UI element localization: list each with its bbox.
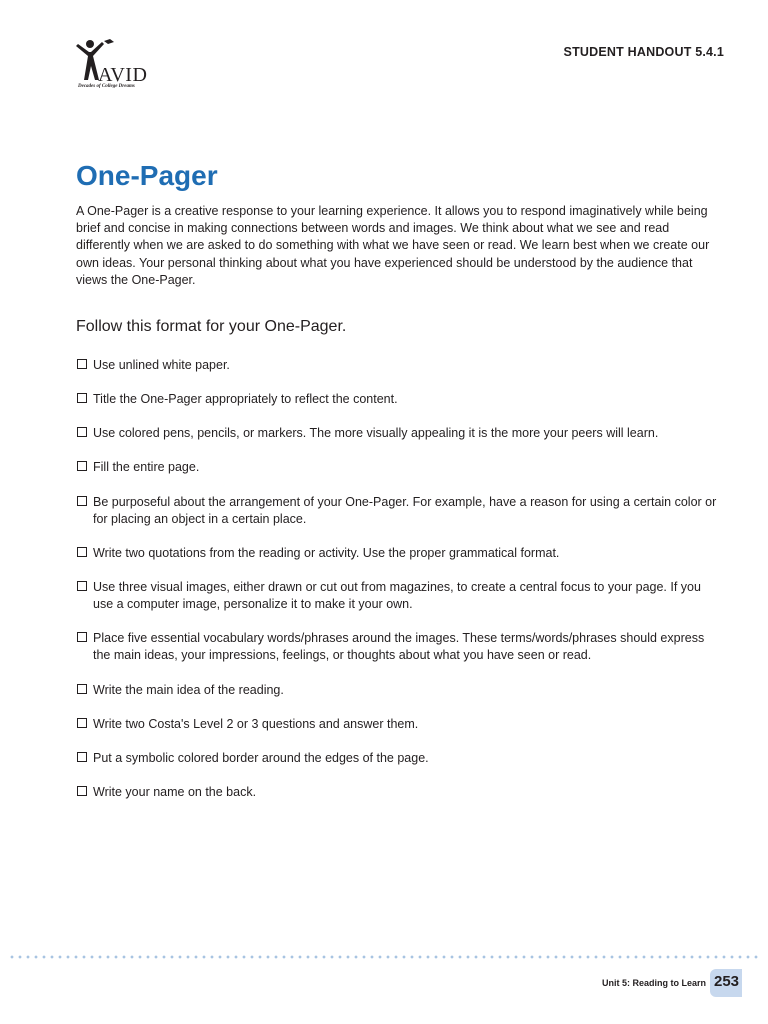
footer-unit-label: Unit 5: Reading to Learn xyxy=(601,978,706,988)
checkbox[interactable] xyxy=(77,632,87,642)
checklist-item-text: Put a symbolic colored border around the edges of the page. xyxy=(93,751,429,765)
checklist-item-text: Use unlined white paper. xyxy=(93,358,230,372)
intro-paragraph: A One-Pager is a creative response to your learning experience. It allows you to respond imaginatively while being brief and concise in making connections between words and images. We think about what we see and read differently when we are asked to do something with what we have seen or read. We learn best when we create our own ideas. Your personal thinking about what you have experienced should be understood by the audience that views the One-Pager. xyxy=(76,204,710,287)
checkbox[interactable] xyxy=(77,718,87,728)
checkbox[interactable] xyxy=(77,786,87,796)
footer-divider xyxy=(8,955,760,959)
checkbox[interactable] xyxy=(77,393,87,403)
logo-tagline: Decades of College Dreams xyxy=(78,84,135,89)
page-number: 253 xyxy=(714,973,740,990)
checkbox[interactable] xyxy=(77,547,87,557)
page-title: One-Pager xyxy=(76,160,218,191)
checklist-item-text: Write the main idea of the reading. xyxy=(93,683,284,697)
checklist-item-text: Title the One-Pager appropriately to reflect the content. xyxy=(93,392,398,406)
checklist-item-text: Fill the entire page. xyxy=(93,460,200,474)
checkbox[interactable] xyxy=(77,496,87,506)
checkbox[interactable] xyxy=(77,427,87,437)
checkbox[interactable] xyxy=(77,581,87,591)
checklist-item-text: Be purposeful about the arrangement of your One-Pager. For example, have a reason for using a certain color or for placing an object in a certain place. xyxy=(93,495,717,527)
checkbox[interactable] xyxy=(77,461,87,471)
format-heading: Follow this format for your One-Pager. xyxy=(76,318,347,335)
checkbox[interactable] xyxy=(77,752,87,762)
logo-wordmark: AVID xyxy=(98,64,148,86)
checkbox[interactable] xyxy=(77,684,87,694)
checklist-item-text: Write two quotations from the reading or activity. Use the proper grammatical format. xyxy=(93,546,560,560)
handout-label: STUDENT HANDOUT 5.4.1 xyxy=(563,45,724,59)
checklist-item-text: Use colored pens, pencils, or markers. The more visually appealing it is the more your peers will learn. xyxy=(93,426,659,440)
checklist-item-text: Write your name on the back. xyxy=(93,785,257,799)
checklist-item-text: Use three visual images, either drawn or cut out from magazines, to create a central focus to your page. If you use a computer image, personalize it to make it your own. xyxy=(93,580,701,612)
checkbox[interactable] xyxy=(77,359,87,369)
checklist-item-text: Write two Costa's Level 2 or 3 questions and answer them. xyxy=(93,717,419,731)
checklist-item-text: Place five essential vocabulary words/phrases around the images. These terms/words/phrases should express the main ideas, your impressions, feelings, or thoughts about what you have seen or read. xyxy=(93,631,705,663)
